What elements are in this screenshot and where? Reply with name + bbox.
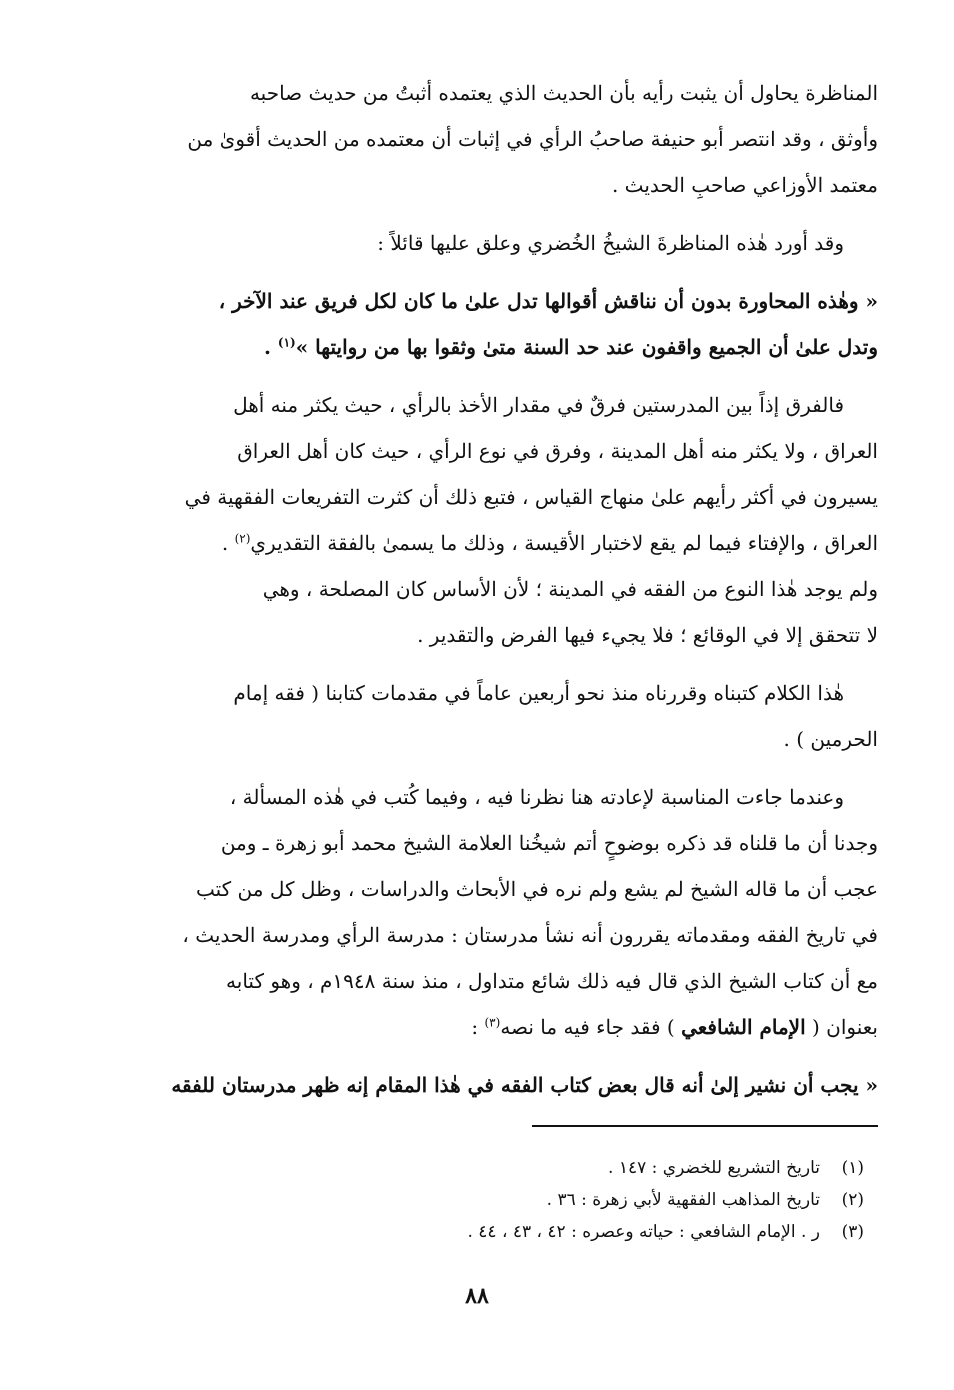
footnote-number: (٢): [841, 1190, 864, 1210]
footnote-1: [102, 1152, 878, 1184]
paragraph-4: [102, 382, 878, 658]
footnote-ref: (٢): [234, 531, 251, 546]
text-segment: العراق ، والإفتاء فيما لم يقع لاختبار الأقيسة ، وذلك ما يسمىٰ بالفقة التقديري: [250, 531, 878, 555]
page-number: ٨٨: [465, 1283, 489, 1309]
paragraph-2: [102, 220, 878, 266]
text-line: المناظرة يحاول أن يثبت رأيه بأن الحديث الذي يعتمده أثبتُ من حديث صاحبه: [249, 81, 878, 105]
footnote-2: [102, 1184, 878, 1216]
text-line: « وهٰذه المحاورة بدون أن نناقش أقوالها تدل علىٰ ما كان لكل فريق عند الآخر ،: [218, 289, 878, 313]
text-line: [102, 520, 878, 566]
text-line: هٰذا الكلام كتبناه وقررناه منذ نحو أربعين عاماً في مقدمات كتابنا ( فقه إمام: [233, 681, 844, 705]
footnote-3: [102, 1216, 878, 1248]
text-line: معتمد الأوزاعي صاحبِ الحديث .: [611, 173, 878, 197]
main-text: [102, 70, 878, 1120]
quote-start-paragraph: [102, 1062, 878, 1108]
paragraph-1: [102, 70, 878, 208]
text-line: مع أن كتاب الشيخ الذي قال فيه ذلك شائع متداول ، منذ سنة ١٩٤٨م ، وهو كتابه: [226, 969, 878, 993]
footnote-text: تاريخ المذاهب الفقهية لأبي زهرة : ٣٦ .: [546, 1190, 820, 1210]
punctuation: .: [263, 335, 278, 359]
text-line: ولم يوجد هٰذا النوع من الفقه في المدينة ؛ لأن الأساس كان المصلحة ، وهي: [262, 577, 878, 601]
footnote-text: ر . الإمام الشافعي : حياته وعصره : ٤٢ ، ٤٣ ، ٤٤ .: [467, 1222, 820, 1242]
text-segment: ) فقد جاء فيه ما نصه: [500, 1015, 682, 1039]
footnote-number: (١): [841, 1158, 864, 1178]
footnote-text: تاريخ التشريع للخضري : ١٤٧ .: [608, 1158, 820, 1178]
footnotes: [102, 1152, 878, 1248]
text-line: [102, 324, 878, 370]
text-line: يسيرون في أكثر رأيهم علىٰ منهاج القياس ، فتبع ذلك أن كثرت التفريعات الفقهية في: [184, 485, 878, 509]
footnote-ref: (١): [277, 335, 296, 350]
text-line: [102, 1004, 878, 1050]
book-title: الإمام الشافعي: [681, 1015, 806, 1039]
text-line: وجدنا أن ما قلناه قد ذكره بوضوحٍ أتم شيخُنا العلامة الشيخ محمد أبو زهرة ـ ومن: [220, 831, 878, 855]
text-line: لا تتحقق إلا في الوقائع ؛ فلا يجيء فيها الفرض والتقدير .: [417, 623, 878, 647]
paragraph-5: [102, 670, 878, 762]
quote-paragraph: [102, 278, 878, 370]
punctuation: :: [471, 1015, 485, 1039]
text-line: العراق ، ولا يكثر منه أهل المدينة ، وفرق في نوع الرأي ، حيث كان أهل العراق: [237, 439, 878, 463]
text-line: وأوثق ، وقد انتصر أبو حنيفة صاحبُ الرأي في إثبات أن معتمده من الحديث أقوىٰ من: [187, 127, 878, 151]
footnote-ref: (٣): [484, 1015, 501, 1030]
text-line: « يجب أن نشير إلىٰ أنه قال بعض كتاب الفقه في هٰذا المقام إنه ظهر مدرستان للفقه: [171, 1073, 878, 1097]
text-segment: بعنوان (: [805, 1015, 878, 1039]
paragraph-6: [102, 774, 878, 1050]
footnote-number: (٣): [841, 1222, 864, 1242]
text-line: وقد أورد هٰذه المناظرةَ الشيخُ الخُضري وعلق عليها قائلاً :: [377, 231, 844, 255]
punctuation: .: [221, 531, 235, 555]
text-line: فالفرق إذاً بين المدرستين فرقٌ في مقدار الأخذ بالرأي ، حيث يكثر منه أهل: [233, 393, 844, 417]
text-line: الحرمين ) .: [783, 727, 878, 751]
text-line: في تاريخ الفقه ومقدماته يقررون أنه نشأ مدرستان : مدرسة الرأي ومدرسة الحديث ،: [182, 923, 878, 947]
text-line: عجب أن ما قاله الشيخ لم يشع ولم نره في الأبحاث والدراسات ، وظل كل من كتب: [195, 877, 878, 901]
quote-text: وتدل علىٰ أن الجميع واقفون عند حد السنة متىٰ وثقوا بها من روايتها »: [295, 335, 878, 359]
text-line: وعندما جاءت المناسبة لإعادته هنا نظرنا فيه ، وفيما كُتب في هٰذه المسألة ،: [229, 785, 844, 809]
footnote-separator: [532, 1125, 878, 1127]
